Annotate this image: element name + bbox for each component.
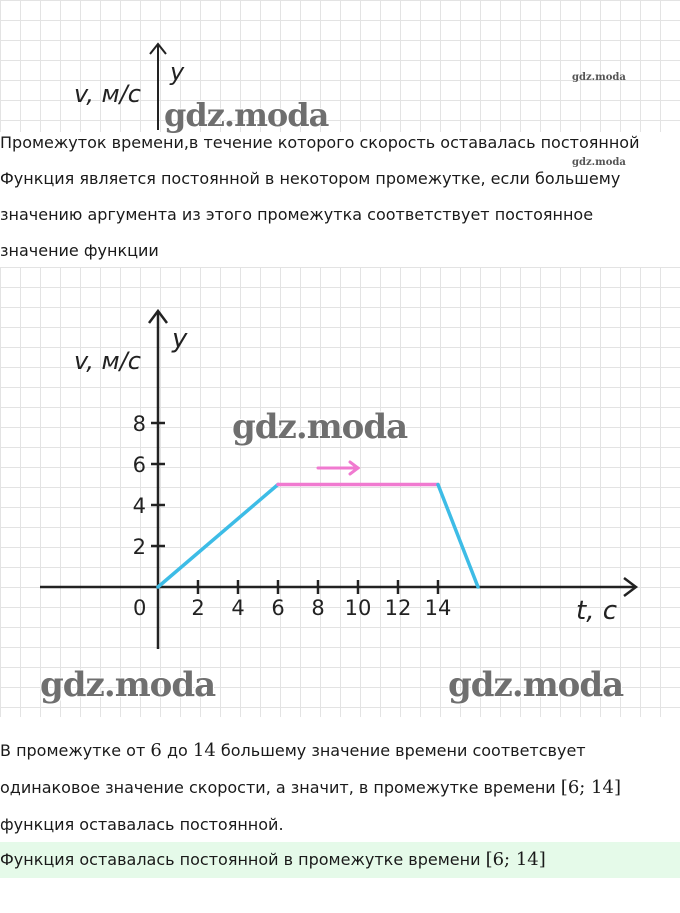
y-tick-label: 4 [132, 494, 146, 518]
explanation-text: В промежутке от [0, 741, 146, 760]
y-axis-name: y [172, 324, 188, 354]
chart-axes [40, 311, 636, 649]
watermark-small: gdz.moda [572, 157, 626, 168]
math-interval: [6; 14] [560, 777, 621, 798]
explanation-text: большему значение времени соответсвует [220, 741, 586, 760]
final-answer-text: Функция оставалась постоянной в промежутке времени [0, 850, 481, 869]
header-axis [0, 0, 680, 132]
x-tick-label: 6 [271, 596, 285, 620]
top-graph-panel [0, 0, 680, 132]
velocity-chart [0, 267, 680, 717]
chart-series [158, 485, 478, 588]
y-tick-label: 2 [132, 535, 146, 559]
math-value: 14 [192, 740, 216, 761]
x-axis-label: t, с [576, 596, 618, 626]
velocity-graph-panel [0, 267, 680, 717]
y-axis-label: v, м/с [74, 347, 141, 375]
explanation-line-2 [0, 778, 621, 798]
watermark: gdz.moda [232, 407, 408, 447]
x-tick-label: 10 [344, 596, 372, 620]
answer-top-text: Промежуток времени,в течение которого скорость оставалась постоянной [0, 133, 640, 152]
watermark: gdz.moda [164, 96, 329, 134]
x-tick-label: 8 [311, 596, 325, 620]
explanation-line-1 [0, 741, 586, 761]
x-tick-label: 14 [424, 596, 452, 620]
x-tick-label: 2 [191, 596, 205, 620]
definition-line-3: значение функции [0, 241, 159, 260]
final-answer-line [0, 850, 546, 870]
header-y-label: y [170, 58, 185, 86]
watermark: gdz.moda [40, 665, 216, 705]
math-value: 6 [150, 740, 162, 761]
x-tick-label: 4 [231, 596, 245, 620]
watermark: gdz.moda [448, 665, 624, 705]
series-line [158, 485, 278, 588]
header-v-label: v, м/с [74, 80, 141, 108]
x-tick-label: 12 [384, 596, 412, 620]
explanation-line-3: функция оставалась постоянной. [0, 815, 284, 834]
watermark-small: gdz.moda [572, 72, 626, 83]
y-tick-label: 8 [132, 412, 146, 436]
y-tick-label: 6 [132, 453, 146, 477]
series-line [438, 485, 478, 588]
definition-line-2: значению аргумента из этого промежутка соответствует постоянное [0, 205, 594, 224]
final-answer-interval: [6; 14] [485, 849, 546, 870]
explanation-text: до [166, 741, 188, 760]
definition-line-1: Функция является постоянной в некотором промежутке, если большему [0, 169, 621, 188]
explanation-text: одинаковое значение скорости, а значит, в промежутке времени [0, 778, 556, 797]
origin-label: 0 [133, 596, 147, 620]
chart-annotation [318, 462, 358, 474]
